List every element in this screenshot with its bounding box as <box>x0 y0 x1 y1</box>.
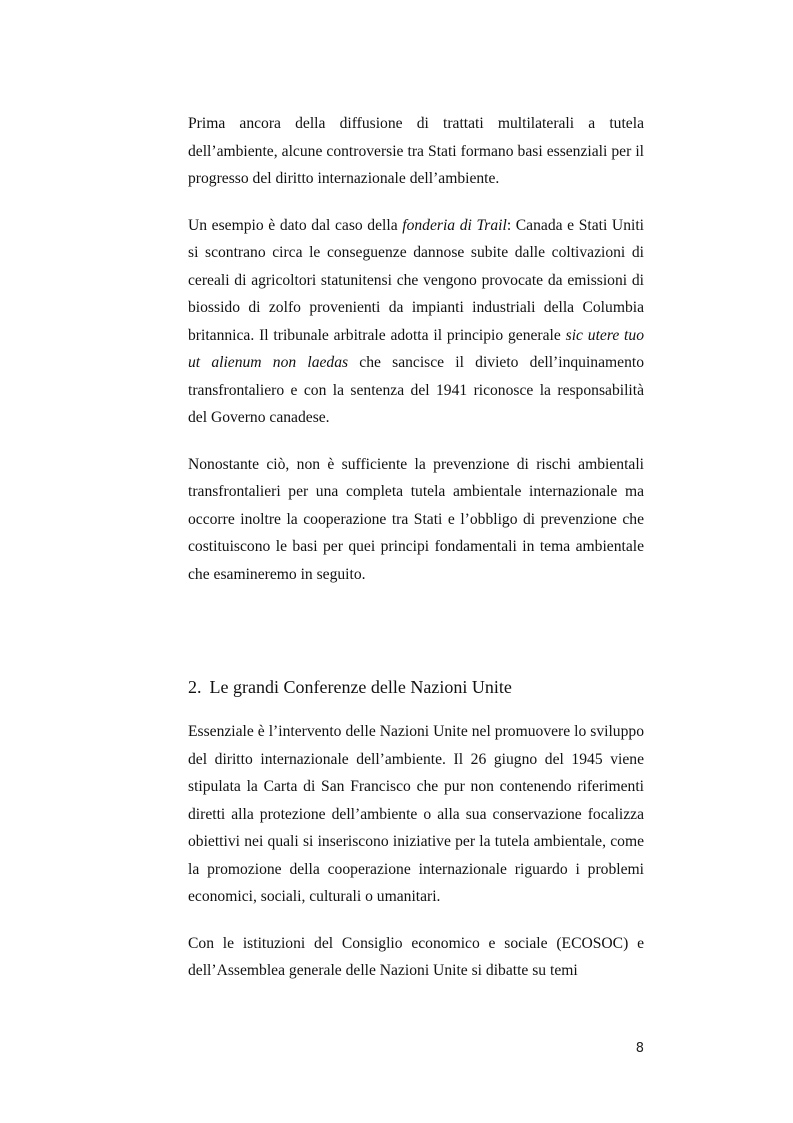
paragraph-text: Nonostante ciò, non è sufficiente la prevenzione di rischi ambientali transfrontalieri per una completa tutela ambientale internazionale ma occorre inoltre la cooperazione tra Stati e l’obbligo di prevenzione che costituiscono le basi per quei principi fondamentali in tema ambientale che esamineremo in seguito. <box>188 455 644 583</box>
paragraph-text: Con le istituzioni del Consiglio economico e sociale (ECOSOC) e dell’Assemblea generale delle Nazioni Unite si dibatte su temi <box>188 934 644 979</box>
paragraph-trail-smelter <box>188 212 644 432</box>
section-number: 2. <box>188 677 202 697</box>
italic-term-fonderia: fonderia di Trail <box>402 216 507 234</box>
paragraph-text: Essenziale è l’intervento delle Nazioni Unite nel promuovere lo sviluppo del diritto internazionale dell’ambiente. Il 26 giugno del 1945 viene stipulata la Carta di San Francisco che pur non contenendo riferimenti diretti alla protezione dell’ambiente o alla sua conservazione focalizza obiettivi nei quali si inseriscono iniziative per la tutela ambientale, come la promozione della cooperazione internazionale riguardo i problemi economici, sociali, culturali o umanitari. <box>188 723 644 905</box>
paragraph-text: Un esempio è dato dal caso della <box>188 216 403 234</box>
paragraph-cooperation <box>188 451 644 589</box>
italic-latin-maxim: sic utere tuo ut alienum non laedas <box>188 326 644 371</box>
paragraph-text: : Canada e Stati Uniti si scontrano circa le conseguenze dannose subite dalle coltivazioni di cereali di agricoltori statunitensi che vengono provocate da emissioni di biossido di zolfo provenienti da impianti industriali della Columbia britannica. Il tribunale arbitrale adotta il principio generale <box>188 216 644 344</box>
paragraph-text: che sancisce il divieto dell’inquinamento transfrontaliero e con la sentenza del 1941 riconosce la responsabilità del Governo canadese. <box>188 354 645 426</box>
paragraph-un-intervention <box>188 718 644 911</box>
page-number: 8 <box>635 1041 644 1056</box>
paragraph-intro <box>188 110 644 193</box>
section-heading <box>188 674 644 700</box>
paragraph-ecosoc <box>188 930 644 985</box>
page-content <box>188 110 644 985</box>
section-title: Le grandi Conferenze delle Nazioni Unite <box>209 677 512 697</box>
paragraph-text: Prima ancora della diffusione di trattati multilaterali a tutela dell’ambiente, alcune controversie tra Stati formano basi essenziali per il progresso del diritto internazionale dell’ambiente. <box>188 115 644 187</box>
